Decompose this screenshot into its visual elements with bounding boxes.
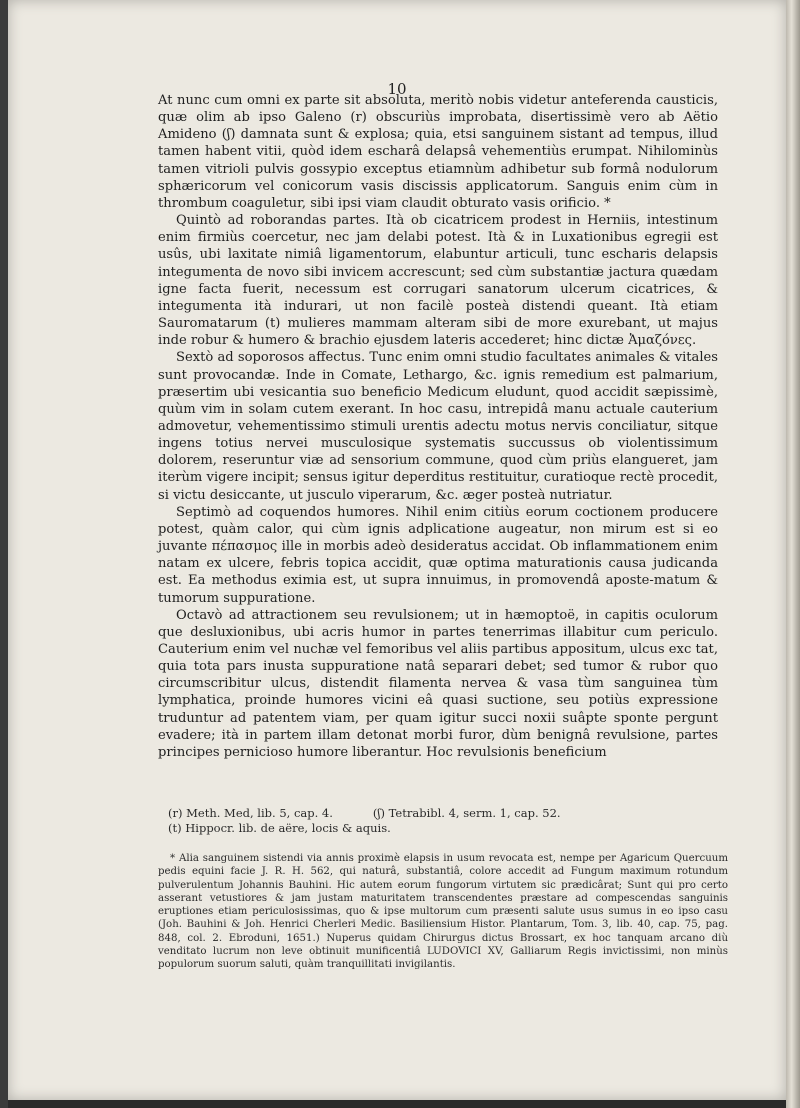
paragraph-septimo: Septimò ad coquendos humores. Nihil enim citiùs eorum coctionem producere potest, quàm calor, qui cùm ignis adplicatione augeatur, non mirum est si eo juvante πέπασμος ille in morbis adeò desideratus accidat. Ob inflammationem enim natam ex ulcere, febris topica accidit, quæ optima maturationis causa judicanda est. Ea methodus eximia est, ut supra innuimus, in promovendâ aposte-matum & tumorum suppuratione. bbox=[158, 504, 718, 606]
footnote-s: (ʃ) Tetrabibl. 4, serm. 1, cap. 52. bbox=[372, 806, 561, 820]
paragraph-causticis: At nunc cum omni ex parte sit absoluta, meritò nobis videtur anteferenda causticis, quæ olim ab ipso Galeno (r) obscuriùs improbata, disertissimè vero ab Aëtio Amideno (ʃ) damnata sunt & explosa; quia, etsi sanguinem sistant ad tempus, illud tamen habent vitii, quòd idem escharâ delapsâ vehementiùs erumpat. Nihilominùs tamen vitrioli pulvis gossypio exceptus etiamnùm adhibetur sub formâ nodulorum sphæricorum vel conicorum vasis discissis applicatorum. Sanguis enim cùm in thrombum coaguletur, sibi ipsi viam claudit obturato vasis orificio. * bbox=[158, 93, 718, 211]
page-edge bbox=[786, 0, 800, 1108]
footnote-t: (t) Hippocr. lib. de aëre, locis & aquis. bbox=[168, 821, 391, 835]
footnote-r: (r) Meth. Med, lib. 5, cap. 4. bbox=[168, 806, 333, 820]
page-number: 10 bbox=[387, 80, 407, 98]
paragraph-octavo: Octavò ad attractionem seu revulsionem; ut in hæmoptoë, in capitis oculorum que desluxionibus, ubi acris humor in partes tenerrimas illabitur cum periculo. Cauterium enim vel nuchæ vel femoribus vel aliis partibus appositum, ulcus exc tat, quia tota pars inusta suppuratione natâ separari debet; sed tumor & rubor quo circumscribitur ulcus, distendit filamenta nervea & vasa tùm sanguinea tùm lymphatica, proinde humores vicini eâ quasi suctione, seu potiùs expressione truduntur ad patentem viam, per quam igitur succi noxii suâpte sponte pergunt evadere; ità in partem illam detonat morbi furor, dùm benignâ revulsione, partes principes pernicioso humore liberantur. Hoc revulsionis beneficium bbox=[158, 607, 718, 760]
book-gutter bbox=[0, 0, 8, 1108]
book-page bbox=[8, 0, 786, 1100]
main-text bbox=[158, 92, 718, 761]
footnote-references bbox=[168, 806, 728, 836]
paragraph-sexto: Sextò ad soporosos affectus. Tunc enim omni studio facultates animales & vitales sunt provocandæ. Inde in Comate, Lethargo, &c. ignis remedium est palmarium, præsertim ubi vesicantia suo beneficio Medicum eludunt, quod accidit sæpissimè, quùm vim in solam cutem exerant. In hoc casu, intrepidâ manu actuale cauterium admovetur, vehementissimo stimuli urentis adectu motus nervis conciliatur, sitque ingens totius nervei musculosique systematis succussus ob violentissimum dolorem, reseruntur viæ ad sensorium commune, quod cùm priùs elangueret, jam iterùm vigere incipit; sensus igitur deperditus restituitur, curatioque rectè procedit, si victu desiccante, ut jusculo viperarum, &c. æger posteà nutriatur. bbox=[158, 350, 718, 503]
asterisk-note bbox=[158, 852, 728, 972]
asterisk-note-text: * Alia sanguinem sistendi via annis proximè elapsis in usum revocata est, nempe per Agaricum Quercuum pedis equini facie J. R. H. 562, qui naturâ, substantiâ, colore accedit ad Fungum maximum rotundum pulverulentum Johannis Bauhini. Hic autem eorum fungorum virtutem sic prædicârat; Sunt qui pro certo asserant vetustiores & jam justam maturitatem transcendentes præstare ad compescendas sanguinis eruptiones etiam periculosissimas, quo & ipse multorum cum præsenti salute usus sumus in eo ipso casu (Joh. Bauhini & Joh. Henrici Cherleri Medic. Basiliensium Histor. Plantarum, Tom. 3, lib. 40, cap. 75, pag. 848, col. 2. Ebroduni, 1651.) Nuperus quidam Chirurgus dictus Brossart, ex hoc tanquam arcano diù venditato lucrum non leve obtinuit munificentiâ LUDOVICI XV, Galliarum Regis invictissimi, non minùs populorum suorum saluti, quàm tranquillitati invigilantis. bbox=[158, 853, 728, 971]
paragraph-quinto: Quintò ad roborandas partes. Ità ob cicatricem prodest in Herniis, intestinum enim firmiùs coercetur, nec jam delabi potest. Ità & in Luxationibus egregii est usûs, ubi laxitate nimiâ ligamentorum, elabuntur articuli, tunc escharis delapsis integumenta de novo sibi invicem accrescunt; sed cùm substantiæ jactura quædam igne facta fuerit, necessum est corrugari sanatorum ulcerum cicatrices, & integumenta ità indurari, ut non facilè posteà distendi queant. Ità etiam Sauromatarum (t) mulieres mammam alteram sibi de more exurebant, ut majus inde robur & humero & brachio ejusdem lateris accederet; hinc dictæ Ἀμαζόνες. bbox=[158, 213, 718, 349]
